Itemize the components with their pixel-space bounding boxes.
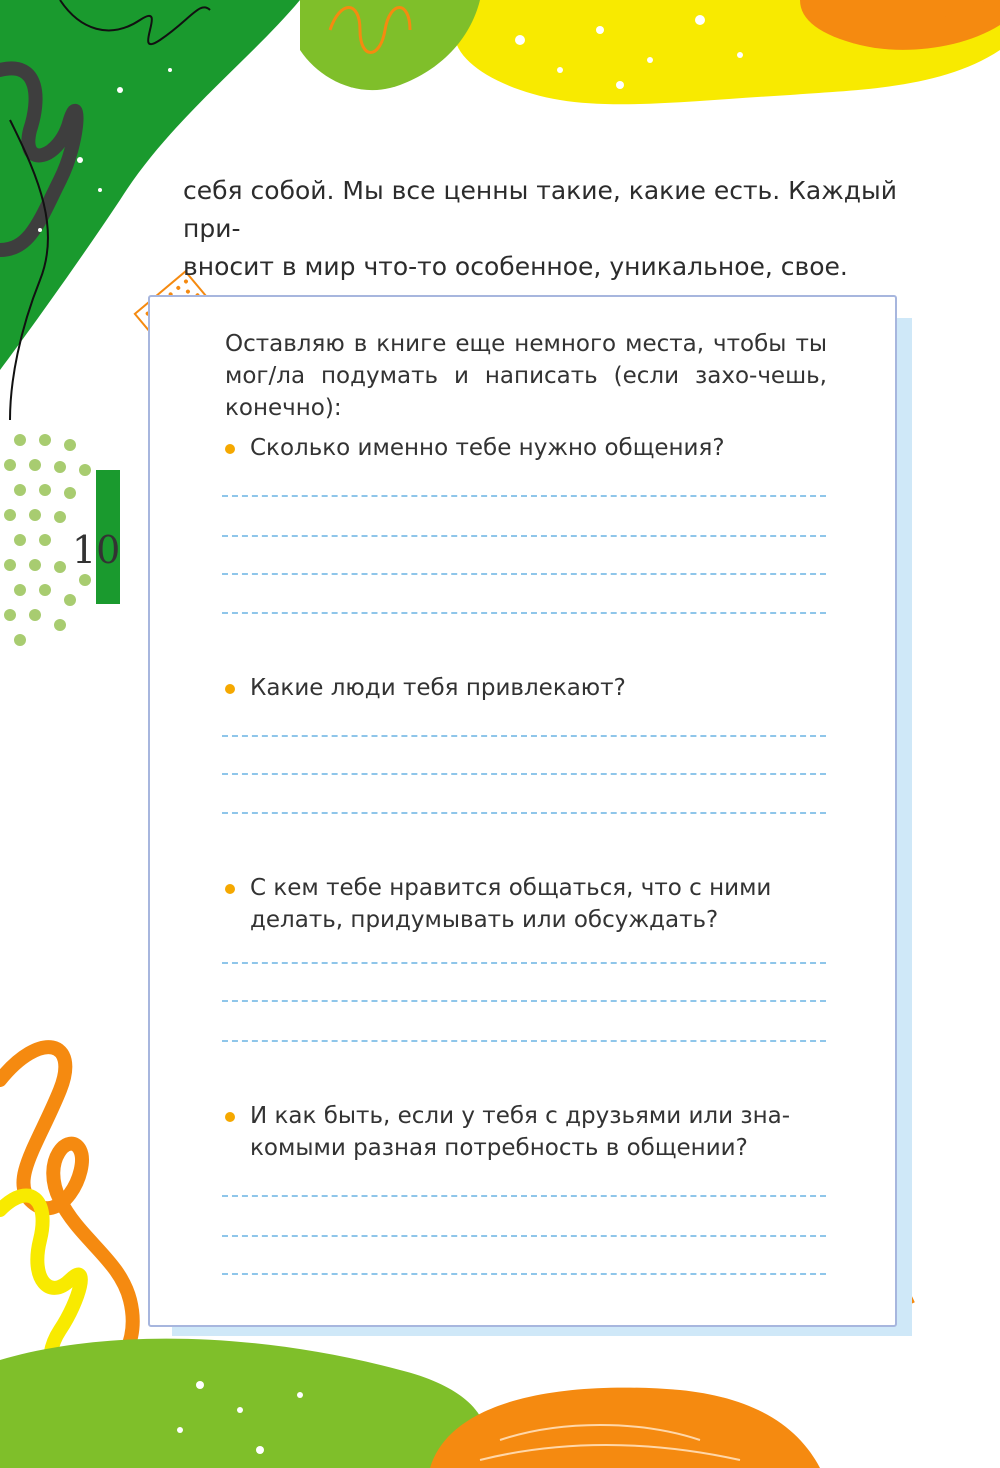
answer-line[interactable] xyxy=(222,735,826,737)
answer-line[interactable] xyxy=(222,535,826,537)
question-2 xyxy=(225,672,825,704)
bullet-dot xyxy=(225,684,235,694)
card-lead-text: Оставляю в книге еще немного места, чтобы ты мог/ла подумать и написать (если захо-чешь, конечно): xyxy=(225,331,827,421)
intro-paragraph xyxy=(183,172,903,286)
question-text: С кем тебе нравится общаться, что с ними делать, придумывать или обсуждать? xyxy=(250,875,772,933)
question-3 xyxy=(225,872,825,936)
answer-line[interactable] xyxy=(222,962,826,964)
orange-blob-bottom xyxy=(430,1388,820,1468)
answer-line[interactable] xyxy=(222,612,826,614)
question-text: И как быть, если у тебя с друзьями или зна-комыми разная потребность в общении? xyxy=(250,1103,791,1161)
answer-line[interactable] xyxy=(222,1040,826,1042)
intro-line-1: себя собой. Мы все ценны такие, какие есть. Каждый при- xyxy=(183,176,898,243)
bullet-dot xyxy=(225,884,235,894)
answer-line[interactable] xyxy=(222,1195,826,1197)
answer-line[interactable] xyxy=(222,812,826,814)
answer-line[interactable] xyxy=(222,573,826,575)
question-1 xyxy=(225,432,825,464)
green-blob-bottom xyxy=(0,1339,487,1468)
bullet-dot xyxy=(225,444,235,454)
question-4 xyxy=(225,1100,825,1164)
answer-line[interactable] xyxy=(222,1273,826,1275)
answer-line[interactable] xyxy=(222,1235,826,1237)
answer-line[interactable] xyxy=(222,495,826,497)
question-text: Сколько именно тебе нужно общения? xyxy=(250,435,725,461)
answer-line[interactable] xyxy=(222,1000,826,1002)
answer-line[interactable] xyxy=(222,773,826,775)
question-text: Какие люди тебя привлекают? xyxy=(250,675,626,701)
intro-line-2: вносит в мир что-то особенное, уникальное, свое. xyxy=(183,252,848,281)
bullet-dot xyxy=(225,1112,235,1122)
page-number: 10 xyxy=(72,528,121,572)
